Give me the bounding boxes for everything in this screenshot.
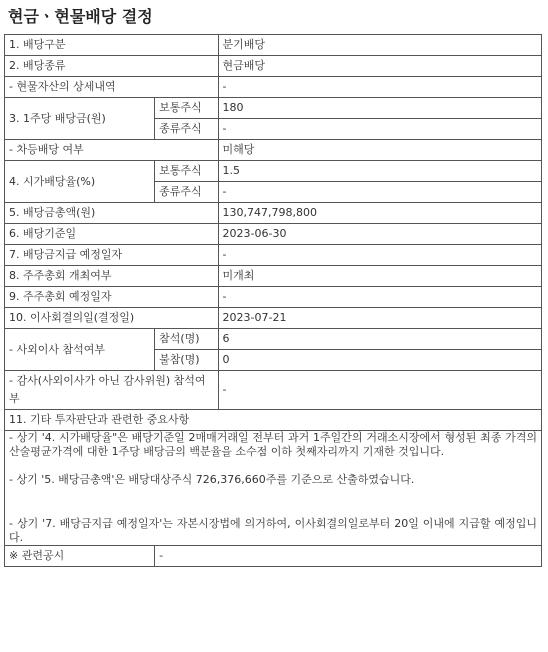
table-row bbox=[5, 203, 542, 224]
table-row bbox=[5, 161, 542, 182]
row-label: 3. 1주당 배당금(원) bbox=[5, 98, 155, 140]
row-value: - bbox=[218, 245, 541, 266]
table-row bbox=[5, 35, 542, 56]
table-row bbox=[5, 140, 542, 161]
sub-label: 종류주식 bbox=[155, 119, 218, 140]
row-label: 4. 시가배당율(%) bbox=[5, 161, 155, 203]
sub-label: 참석(명) bbox=[155, 329, 218, 350]
table-row bbox=[5, 77, 542, 98]
row-label: 1. 배당구분 bbox=[5, 35, 219, 56]
sub-label: 보통주식 bbox=[155, 98, 218, 119]
table-row bbox=[5, 410, 542, 431]
row-label: 5. 배당금총액(원) bbox=[5, 203, 219, 224]
row-label: - 차등배당 여부 bbox=[5, 140, 219, 161]
row-label: ※ 관련공시 bbox=[5, 546, 155, 567]
table-row bbox=[5, 56, 542, 77]
row-label: 10. 이사회결의일(결정일) bbox=[5, 308, 219, 329]
table-row bbox=[5, 245, 542, 266]
row-value: 분기배당 bbox=[218, 35, 541, 56]
page-title: 현금ㆍ현물배당 결정 bbox=[8, 7, 153, 26]
row-label: 8. 주주총회 개최여부 bbox=[5, 266, 219, 287]
row-value: - bbox=[218, 77, 541, 98]
note-text: - 상기 '7. 배당금지급 예정일자'는 자본시장법에 의거하여, 이사회결의일로부터 20일 이내에 지급할 예정입니다. bbox=[9, 517, 537, 544]
table-row bbox=[5, 329, 542, 350]
notes-cell bbox=[5, 431, 542, 546]
table-row bbox=[5, 431, 542, 546]
row-value: 2023-06-30 bbox=[218, 224, 541, 245]
row-value: - bbox=[218, 287, 541, 308]
row-value: - bbox=[218, 371, 541, 410]
row-value: 180 bbox=[218, 98, 541, 119]
table-row bbox=[5, 308, 542, 329]
row-label: 2. 배당종류 bbox=[5, 56, 219, 77]
row-label: 7. 배당금지급 예정일자 bbox=[5, 245, 219, 266]
row-value: 1.5 bbox=[218, 161, 541, 182]
sub-label: 보통주식 bbox=[155, 161, 218, 182]
table-row bbox=[5, 98, 542, 119]
row-value: 0 bbox=[218, 350, 541, 371]
table-row bbox=[5, 266, 542, 287]
row-label: - 사외이사 참석여부 bbox=[5, 329, 155, 371]
row-label: - 감사(사외이사가 아닌 감사위원) 참석여부 bbox=[5, 371, 219, 410]
row-value: 130,747,798,800 bbox=[218, 203, 541, 224]
row-label: 9. 주주총회 예정일자 bbox=[5, 287, 219, 308]
table-row bbox=[5, 224, 542, 245]
row-value: 6 bbox=[218, 329, 541, 350]
row-value: 2023-07-21 bbox=[218, 308, 541, 329]
row-value: - bbox=[218, 182, 541, 203]
disclosure-table bbox=[4, 34, 542, 567]
table-row bbox=[5, 287, 542, 308]
row-value: 현금배당 bbox=[218, 56, 541, 77]
note-text: - 상기 '4. 시가배당율"은 배당기준일 2매매거래일 전부터 과거 1주일간의 거래소시장에서 형성된 최종 가격의 산술평균가격에 대한 1주당 배당금의 백분율을 소수점 이하 첫째자리까지 기재한 것입니다. bbox=[9, 431, 537, 458]
row-value: - bbox=[155, 546, 542, 567]
row-label: 11. 기타 투자판단과 관련한 중요사항 bbox=[5, 410, 542, 431]
sub-label: 종류주식 bbox=[155, 182, 218, 203]
row-value: 미해당 bbox=[218, 140, 541, 161]
table-row bbox=[5, 546, 542, 567]
row-label: 6. 배당기준일 bbox=[5, 224, 219, 245]
note-text: - 상기 '5. 배당금총액'은 배당대상주식 726,376,660주를 기준으로 산출하였습니다. bbox=[9, 473, 415, 486]
table-row bbox=[5, 371, 542, 410]
row-label: - 현물자산의 상세내역 bbox=[5, 77, 219, 98]
row-value: 미개최 bbox=[218, 266, 541, 287]
sub-label: 불참(명) bbox=[155, 350, 218, 371]
row-value: - bbox=[218, 119, 541, 140]
